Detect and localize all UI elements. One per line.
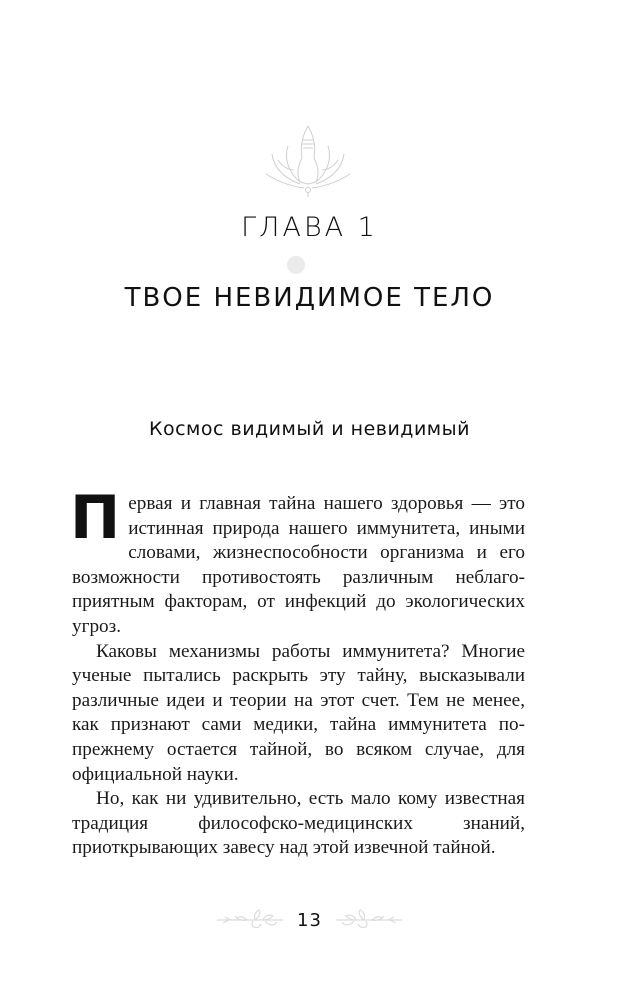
floral-vine-right-icon — [334, 908, 404, 932]
paragraph-3: Но, как ни удивительно, есть мало кому известная традиция философско-медицинских знаний, приоткрывающих завесу над этой извечной тайной. — [72, 788, 525, 859]
paragraph-1 — [70, 483, 525, 640]
section-title: Космос видимый и невидимый — [149, 418, 470, 440]
paragraph-2: Каковы механизмы работы иммунитета? Многие ученые пытались раскрыть эту тайну, высказывали различные идеи и теории на этот счет. Тем не менее, как признают сами медики, тайна иммунитета по-прежнему остается тайной, во всяком случае, для официальной науки. — [72, 640, 525, 785]
drop-cap: П — [70, 483, 121, 553]
paragraph-1-text: ервая и главная тайна нашего здоровья — это истинная природа нашего иммунитета, иными словами, жизнеспособности организма и его возможности противостоять различным неблагоприятным факторам, от инфекций до экологических угроз. — [72, 493, 525, 637]
floral-vine-left-icon — [215, 908, 285, 932]
page-footer — [0, 905, 619, 935]
page-number: 13 — [297, 909, 322, 931]
body-text — [70, 483, 525, 861]
chapter-label: ГЛАВА 1 — [241, 212, 378, 243]
chapter-title: ТВОЕ НЕВИДИМОЕ ТЕЛО — [124, 283, 495, 313]
dot-separator-icon — [287, 256, 305, 274]
lotus-praying-hands-icon — [258, 118, 358, 198]
